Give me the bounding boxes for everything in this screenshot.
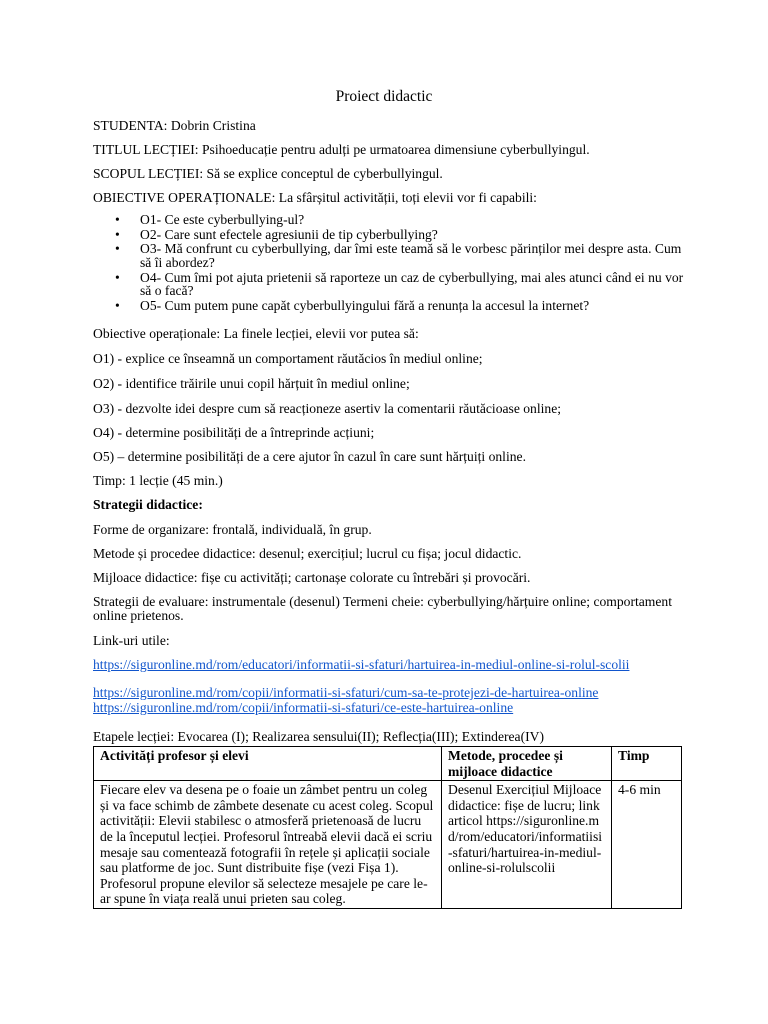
lesson-table — [93, 746, 682, 909]
lesson-stages: Etapele lecției: Evocarea (I); Realizarea sensului(II); Reflecția(III); Extinderea(IV) — [93, 729, 544, 744]
cell-methods: Desenul Exercițiul Mijloace didactice: fișe de lucru; link articol https://siguronline.md/rom/educatori/informatiisi-sfaturi/hartuirea-in-mediul-online-si-rolulscolii — [442, 781, 612, 909]
bullet-icon: • — [115, 297, 120, 313]
objective-o1: O1) - explice ce înseamnă un comportament răutăcios în mediul online; — [93, 351, 483, 366]
page-title: Proiect didactic — [335, 88, 433, 105]
objective-o2: O2) - identifice trăirile unui copil hărțuit în mediul online; — [93, 376, 410, 391]
bullet-icon: • — [115, 212, 120, 227]
lesson-goal-line: SCOPUL LECȚIEI: Să se explice conceptul de cyberbullyingul. — [93, 166, 443, 181]
cell-activity: Fiecare elev va desena pe o foaie un zâmbet pentru un coleg și va face schimb de zâmbete desenate cu acest coleg. Scopul activității: Elevii stabilesc o atmosferă prietenoasă de lucru de la începutul lecției. Profesorul întreabă elevii dacă ei scriu mesaje sau comentează fotografii în rețele și aplicații sociale sau platforme de joc. Sunt distribuite fișe (vezi Fișa 1). Profesorul propune elevilor să selecteze mesajele pe care le-ar spune în viața reală unui prieten sau coleg. — [94, 781, 442, 909]
objective-o5: O5) – determine posibilități de a cere ajutor în cazul în care sunt hărțuiți online. — [93, 449, 526, 464]
header-activities: Activități profesor și elevi — [94, 747, 442, 781]
bullet-icon: • — [115, 226, 120, 242]
list-item: • O5- Cum putem pune capăt cyberbullyingului fără a renunța la accesul la internet? — [115, 297, 590, 313]
evaluation-strategies: Strategii de evaluare: instrumentale (desenul) Termeni cheie: cyberbullying/hărțuire online; comportament online prietenos. — [93, 594, 672, 623]
student-line: STUDENTA: Dobrin Cristina — [93, 118, 256, 133]
strategies-heading: Strategii didactice: — [93, 497, 203, 512]
bullet-icon: • — [115, 241, 120, 257]
bullet-icon: • — [115, 269, 120, 285]
objective-o3: O3) - dezvolte idei despre cum să reacționeze asertiv la comentarii răutăcioase online; — [93, 401, 562, 416]
objectives-intro-line: OBIECTIVE OPERAȚIONALE: La sfârșitul activității, toți elevii vor fi capabili: — [93, 190, 537, 205]
teaching-means: Mijloace didactice: fișe cu activități; cartonașe colorate cu întrebări și provocări. — [93, 570, 531, 585]
objectives2-intro: Obiective operaționale: La finele lecției, elevii vor putea să: — [93, 326, 419, 341]
header-methods: Metode, procedee și mijloace didactice — [442, 747, 612, 781]
list-item: • O1- Ce este cyberbullying-ul? — [115, 212, 305, 227]
objective-o4: O4) - determine posibilități de a întreprinde acțiuni; — [93, 425, 375, 440]
table-row — [94, 781, 682, 909]
lesson-time: Timp: 1 lecție (45 min.) — [93, 473, 223, 488]
organization-forms: Forme de organizare: frontală, individuală, în grup. — [93, 522, 372, 537]
link-school-harassment[interactable]: https://siguronline.md/rom/educatori/informatii-si-sfaturi/hartuirea-in-mediul-online-si-rolul-scolii — [93, 657, 630, 672]
cell-time: 4-6 min — [612, 781, 682, 909]
table-header-row — [94, 747, 682, 781]
lesson-title-line: TITLUL LECȚIEI: Psihoeducație pentru adulți pe urmatoarea dimensiune cyberbullyingul. — [93, 142, 590, 157]
list-item: • O2- Care sunt efectele agresiunii de tip cyberbullying? — [115, 226, 438, 242]
links-label: Link-uri utile: — [93, 633, 170, 648]
objectives-list — [93, 213, 693, 313]
link-what-is-harassment[interactable]: https://siguronline.md/rom/copii/informatii-si-sfaturi/ce-este-hartuirea-online — [93, 700, 514, 715]
header-time: Timp — [612, 747, 682, 781]
link-protect-yourself[interactable]: https://siguronline.md/rom/copii/informatii-si-sfaturi/cum-sa-te-protejezi-de-hartuirea-online — [93, 685, 599, 700]
list-item: • O3- Mă confrunt cu cyberbullying, dar îmi este teamă să le vorbesc părinților mei despre asta. Cum să îi abordez? — [115, 241, 682, 270]
teaching-methods: Metode și procedee didactice: desenul; exercițiul; lucrul cu fișa; jocul didactic. — [93, 546, 522, 561]
list-item: • O4- Cum îmi pot ajuta prietenii să raporteze un caz de cyberbullying, mai ales atunci când ei nu vor să o facă? — [115, 269, 684, 298]
